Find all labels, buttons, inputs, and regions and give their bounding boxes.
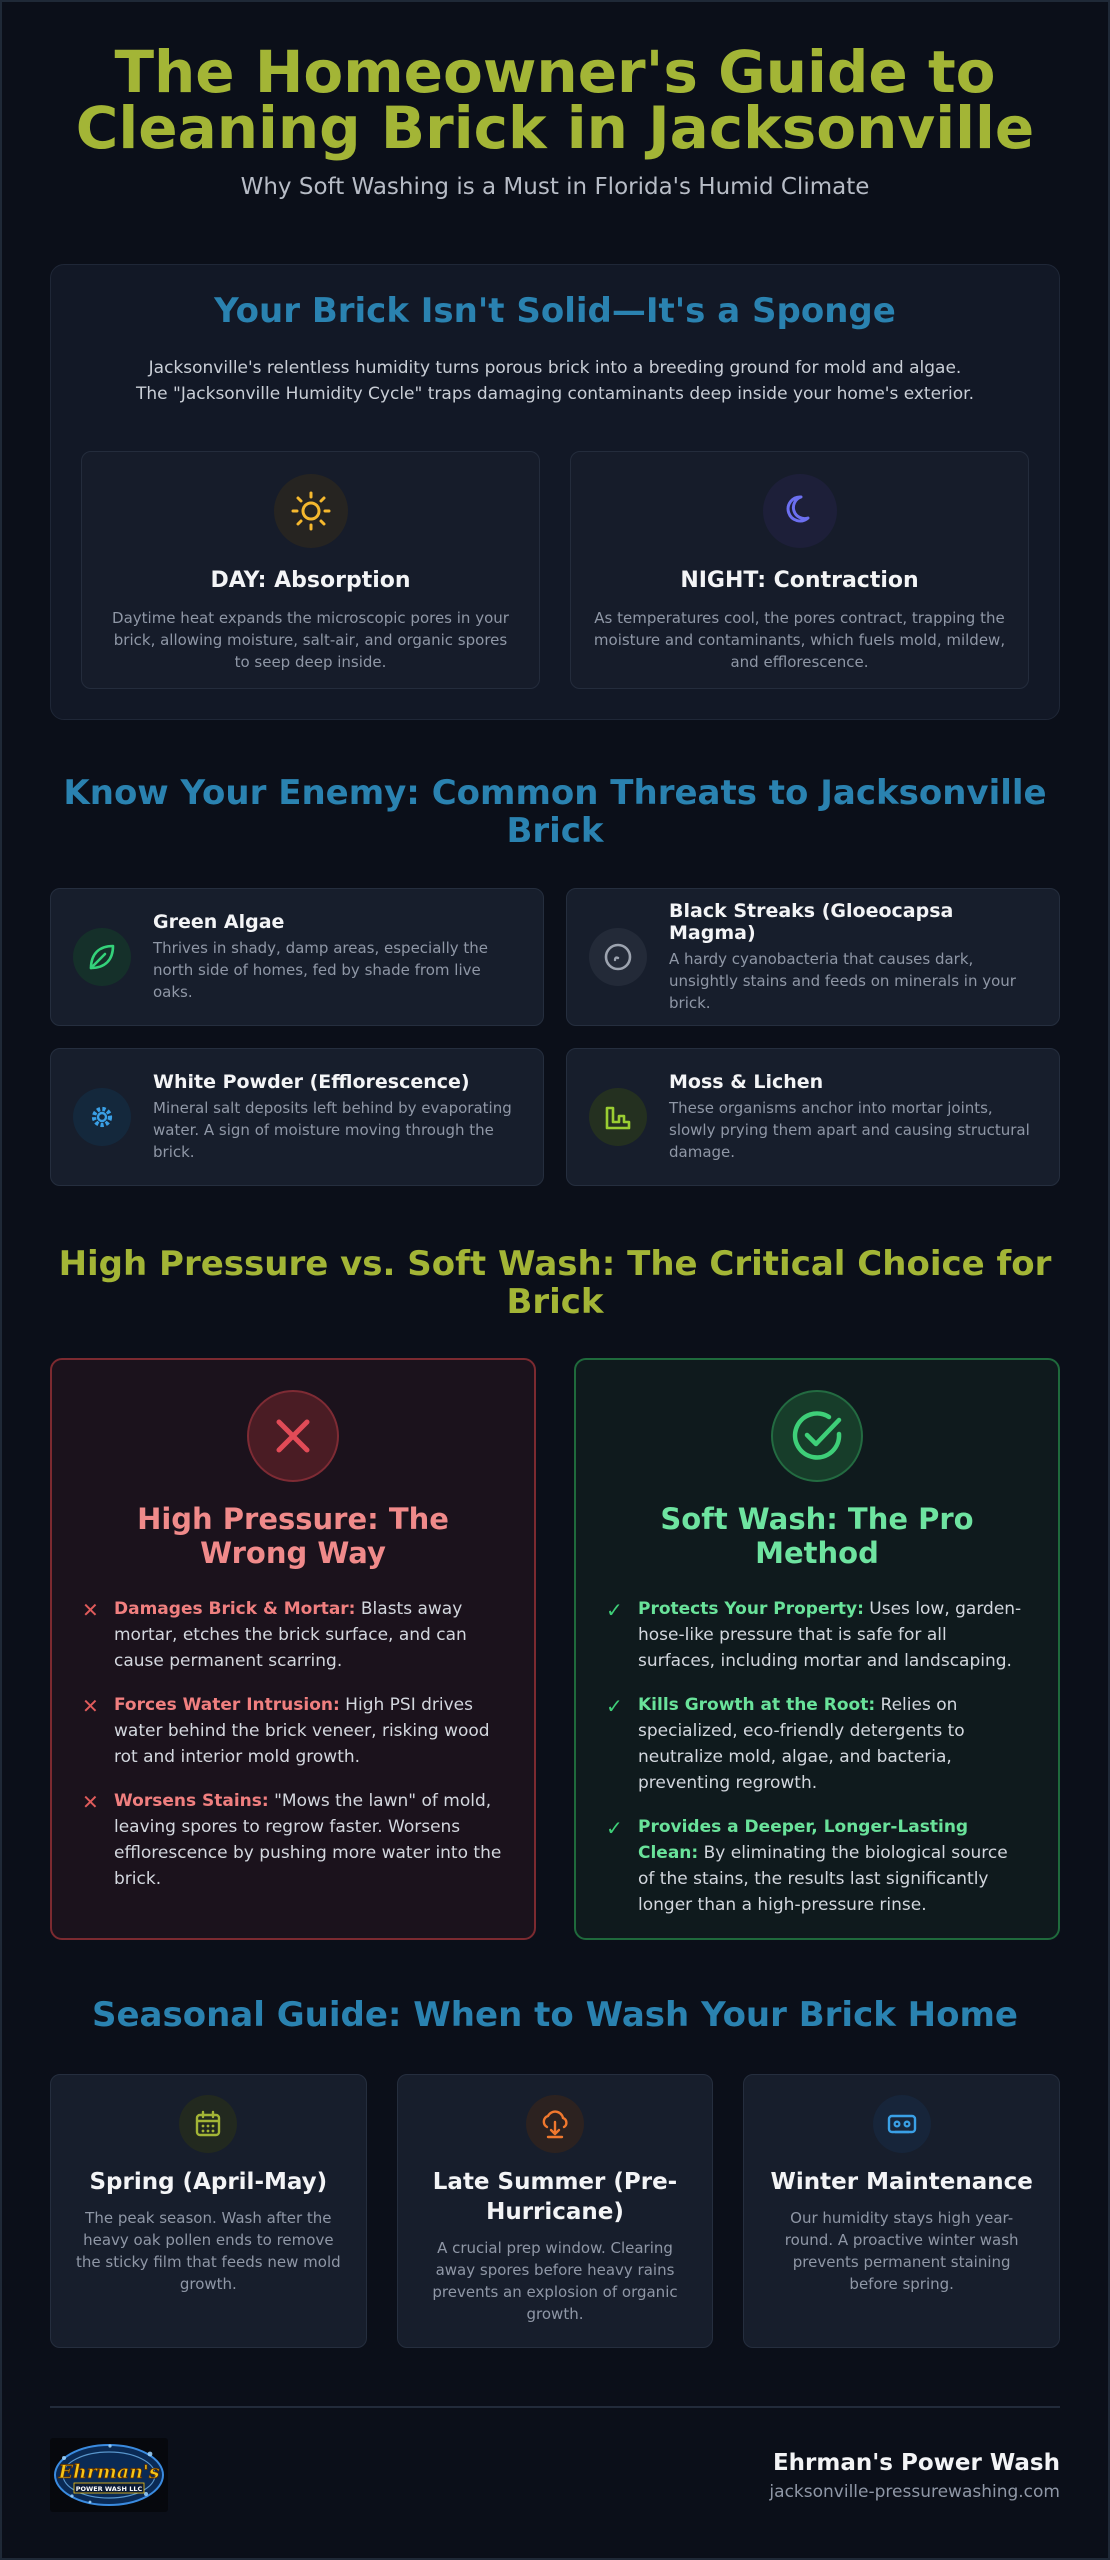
sun-icon [274,474,348,548]
season-spring [50,2074,367,2348]
check-icon: ✓ [606,1816,623,1840]
threat-green-algae [50,888,544,1026]
company-logo [50,2438,168,2512]
pro-item [606,1692,1028,1796]
x-mark-icon: ✕ [82,1694,99,1718]
sponge-title: Your Brick Isn't Solid—It's a Sponge [214,291,896,331]
pro-label: Provides a Deeper, Longer-Lasting Clean: [638,1817,969,1863]
season-late-summer [397,2074,714,2348]
seasons-title: Seasonal Guide: When to Wash Your Brick Home [91,1995,1018,2035]
season-winter [743,2074,1060,2348]
con-text: High PSI drives water behind the brick veneer, risking wood rot and interior mold growth. [114,1695,490,1767]
season-text: Our humidity stays high year-round. A proactive winter wash prevents permanent staining before spring. [784,2209,1019,2293]
pro-text: Relies on specialized, eco-friendly detergents to neutralize mold, algae, and bacteria, preventing regrowth. [638,1695,965,1793]
threat-moss-lichen [566,1048,1060,1186]
threat-efflorescence [50,1048,544,1186]
check-icon: ✓ [606,1694,623,1718]
pro-item [606,1814,1028,1918]
moon-icon [763,474,837,548]
moss-icon [589,1088,647,1146]
high-pressure-card [50,1358,536,1940]
day-card [81,451,540,689]
pro-text: Uses low, garden-hose-like pressure that is safe for all surfaces, including mortar and landscaping. [638,1599,1022,1671]
page-subtitle: Why Soft Washing is a Must in Florida's Humid Climate [240,174,870,200]
sponge-section [50,264,1060,720]
company-info [769,2450,1060,2502]
soft-wash-title: Soft Wash: The Pro Method [660,1502,974,1570]
footer [50,2438,1060,2514]
threat-text: Thrives in shady, damp areas, especially the north side of homes, fed by shade from live oaks. [153,939,488,1001]
check-circle-icon [771,1390,863,1482]
season-text: A crucial prep window. Clearing away spores before heavy rains prevents an explosion of organic growth. [432,2239,678,2323]
intro-line-2: The "Jacksonville Humidity Cycle" traps damaging contaminants deep inside your home's exterior. [135,384,974,404]
threat-title: Moss & Lichen [669,1071,824,1093]
x-mark-icon: ✕ [82,1598,99,1622]
season-title: Late Summer (Pre-Hurricane) [432,2169,678,2225]
calendar-icon [179,2095,237,2153]
con-item [82,1692,504,1770]
intro-line-1: Jacksonville's relentless humidity turns porous brick into a breeding ground for mold and algae. [148,358,962,378]
tape-icon [873,2095,931,2153]
pro-text: By eliminating the biological source of the stains, the results last significantly longer than a high-pressure rinse. [638,1843,1008,1915]
season-title: Spring (April-May) [89,2169,328,2195]
company-website[interactable]: jacksonville-pressurewashing.com [769,2482,1060,2502]
day-text: Daytime heat expands the microscopic pores in your brick, allowing moisture, salt-air, and organic spores to seep deep inside. [112,609,509,671]
threat-title: Black Streaks (Gloeocapsa Magma) [669,900,954,944]
logo-subtext: POWER WASH LLC [75,2485,143,2493]
page-header [50,2,1060,200]
x-icon [247,1390,339,1482]
con-label: Worsens Stains: [114,1791,269,1811]
threat-black-streaks [566,888,1060,1026]
night-title: NIGHT: Contraction [680,568,919,593]
con-text: Blasts away mortar, etches the brick surface, and can cause permanent scarring. [114,1599,467,1671]
threat-title: White Powder (Efflorescence) [153,1071,470,1093]
threat-text: Mineral salt deposits left behind by evaporating water. A sign of moisture moving through the brick. [153,1099,512,1161]
season-title: Winter Maintenance [770,2169,1033,2195]
threat-text: These organisms anchor into mortar joints, slowly prying them apart and causing structural damage. [669,1099,1030,1161]
pro-label: Kills Growth at the Root: [638,1695,876,1715]
compare-title: High Pressure vs. Soft Wash: The Critical Choice for Brick [58,1244,1052,1322]
con-item [82,1788,504,1892]
storm-icon [526,2095,584,2153]
day-title: DAY: Absorption [210,568,411,593]
x-mark-icon: ✕ [82,1790,99,1814]
night-card [570,451,1029,689]
threat-title: Green Algae [153,911,285,933]
con-label: Forces Water Intrusion: [114,1695,340,1715]
soft-wash-card [574,1358,1060,1940]
pro-item [606,1596,1028,1674]
leaf-icon [73,928,131,986]
footer-divider [50,2406,1060,2408]
logo-wordmark: Ehrman's [58,2461,160,2483]
night-text: As temperatures cool, the pores contract, trapping the moisture and contaminants, which fuels mold, mildew, and efflorescence. [593,609,1006,671]
sponge-intro [51,355,1059,407]
high-pressure-title: High Pressure: The Wrong Way [137,1502,449,1570]
title-line-1: The Homeowner's Guide to [114,38,996,106]
con-text: "Mows the lawn" of mold, leaving spores to regrow faster. Worsens efflorescence by pushing more water into the brick. [114,1791,502,1889]
con-item [82,1596,504,1674]
gear-icon [73,1088,131,1146]
threats-grid [50,888,1060,1186]
smudge-icon [589,928,647,986]
threat-text: A hardy cyanobacteria that causes dark, unsightly stains and feeds on minerals in your brick. [669,950,1016,1012]
page-title [50,38,1060,162]
title-line-2: Cleaning Brick in Jacksonville [75,94,1035,162]
pro-label: Protects Your Property: [638,1599,864,1619]
check-icon: ✓ [606,1598,623,1622]
compare-section [50,1358,1060,1940]
seasons-row [50,2074,1060,2348]
company-name: Ehrman's Power Wash [772,2450,1060,2476]
season-text: The peak season. Wash after the heavy oak pollen ends to remove the sticky film that feeds new mold growth. [76,2209,341,2293]
threats-title: Know Your Enemy: Common Threats to Jacksonville Brick [63,773,1047,851]
con-label: Damages Brick & Mortar: [114,1599,356,1619]
